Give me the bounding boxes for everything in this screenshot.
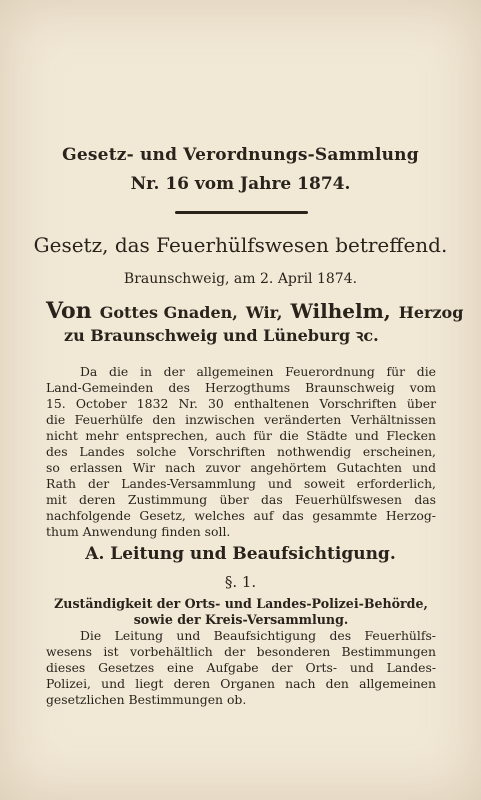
text-line: Polizei, und liegt deren Organen nach den allgemeinen [46,676,436,691]
preamble-gottes-gnaden: Gottes Gnaden, [99,303,238,322]
intro-paragraph [46,364,436,540]
text-line: thum Anwendung finden soll. [46,524,231,539]
preamble-von: Von [46,298,92,324]
law-title: Gesetz, das Feuerhülfswesen betreffend. [33,233,448,257]
section-heading: A. Leitung und Beaufsichtigung. [85,544,396,564]
text-line: die Feuerhülfe den inzwischen veränderten Verhältnissen [46,412,436,427]
paragraph-title-line-1: Zuständigkeit der Orts- und Landes-Polizei-Behörde, [54,596,428,611]
paragraph-1-text [46,628,436,708]
divider-rule [175,211,308,214]
preamble-name: Wilhelm, [290,299,391,323]
preamble-line-2: zu Braunschweig und Lüneburg ꝛc. [64,326,379,345]
preamble-wir: Wir, [245,303,283,322]
text-line: wesens ist vorbehältlich der besonderen Bestimmungen [46,644,436,659]
text-line: Rath der Landes-Versammlung und soweit erforderlich, [46,476,436,491]
text-line: mit deren Zustimmung über das Feuerhülfswesen das [46,492,436,507]
preamble-herzog: Herzog [398,303,464,322]
text-line: gesetzlichen Bestimmungen ob. [46,692,247,707]
preamble-line-1 [46,298,464,324]
text-line: 15. October 1832 Nr. 30 enthaltenen Vorschriften über [46,396,436,411]
text-line: so erlassen Wir nach zuvor angehörtem Gutachten und [46,460,436,475]
paragraph-number: §. 1. [224,573,257,591]
paragraph-title-line-2: sowie der Kreis-Versammlung. [133,612,349,627]
text-line: Da die in der allgemeinen Feuerordnung für die [80,364,436,379]
issue-number: Nr. 16 vom Jahre 1874. [130,174,351,194]
series-title: Gesetz- und Verordnungs-Sammlung [62,145,419,165]
text-line: nachfolgende Gesetz, welches auf das gesammte Herzog- [46,508,436,523]
text-line: nicht mehr entsprechen, auch für die Städte und Flecken [46,428,436,443]
preamble [46,298,464,347]
place-date: Braunschweig, am 2. April 1874. [123,271,358,287]
text-line: Land-Gemeinden des Herzogthums Braunschweig vom [46,380,436,395]
text-line: des Landes solche Vorschriften nothwendig erscheinen, [46,444,436,459]
text-line: Die Leitung und Beaufsichtigung des Feuerhülfs- [80,628,436,643]
text-line: dieses Gesetzes eine Aufgabe der Orts- und Landes- [46,660,436,675]
paragraph-title [46,596,436,628]
